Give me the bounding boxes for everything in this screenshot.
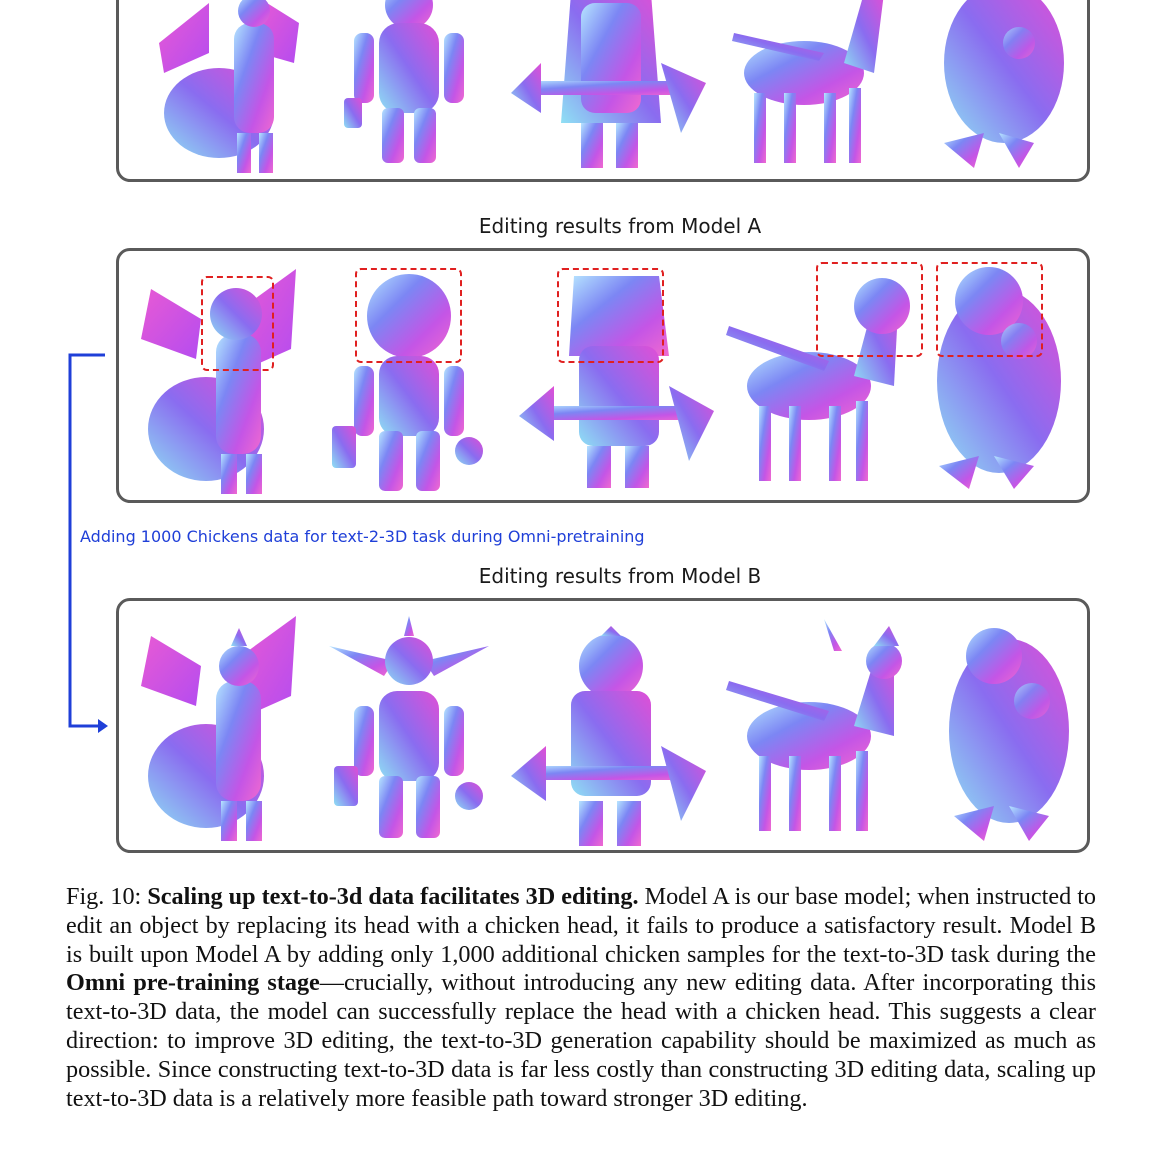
- dwarf-axe-figure-model-b: [511, 626, 711, 851]
- edit-region-box: [201, 276, 274, 371]
- caption-bold-stage: Omni pre-training stage: [66, 969, 320, 997]
- owl-figure-original: [924, 0, 1084, 182]
- figure-caption: [66, 883, 1096, 1113]
- edit-region-box: [355, 268, 462, 363]
- edit-region-box: [816, 262, 923, 357]
- model-a-heading: Editing results from Model A: [478, 214, 762, 238]
- model-b-heading: Editing results from Model B: [478, 564, 762, 588]
- edit-region-box: [557, 268, 664, 363]
- llama-lute-figure-model-b: [724, 611, 914, 846]
- edit-region-box: [936, 262, 1043, 357]
- model-a-results-panel: [116, 248, 1090, 503]
- arrow-bracket: [0, 0, 120, 740]
- clown-figure-model-b: [324, 616, 494, 851]
- llama-lute-figure-original: [724, 0, 904, 182]
- clown-figure-original: [324, 0, 494, 182]
- dwarf-axe-figure-original: [511, 0, 711, 182]
- bee-warrior-figure-original: [149, 0, 319, 182]
- caption-bold-title: Scaling up text-to-3d data facilitates 3D editing.: [147, 883, 639, 910]
- caption-text-2: —crucially, without introducing any new editing data. After incorporating this text-to-3D data, the model can successfully replace the head with a chicken head. This suggests a clear direction: to improve 3D editing, the text-to-3D generation capability should be maximized as much as possible. Since constructing text-to-3D data is far less costly than constructing 3D editing data, scaling up text-to-3D data is a relatively more feasible path toward stronger 3D editing.: [66, 969, 1096, 1112]
- caption-text-1: Model A is our base model; when instructed to edit an object by replacing its head with a chicken head, it fails to produce a satisfactory result. Model B is built upon Model A by adding only 1,000 additional chicken samples for the text-to-3D task during the: [66, 883, 1097, 968]
- model-b-results-panel: [116, 598, 1090, 853]
- owl-figure-model-b: [934, 616, 1089, 846]
- pretraining-annotation: Adding 1000 Chickens data for text-2-3D task during Omni-pretraining: [80, 527, 645, 546]
- caption-label: Fig. 10:: [66, 883, 142, 910]
- original-figures-panel: [116, 0, 1090, 182]
- bee-warrior-figure-model-b: [121, 606, 311, 851]
